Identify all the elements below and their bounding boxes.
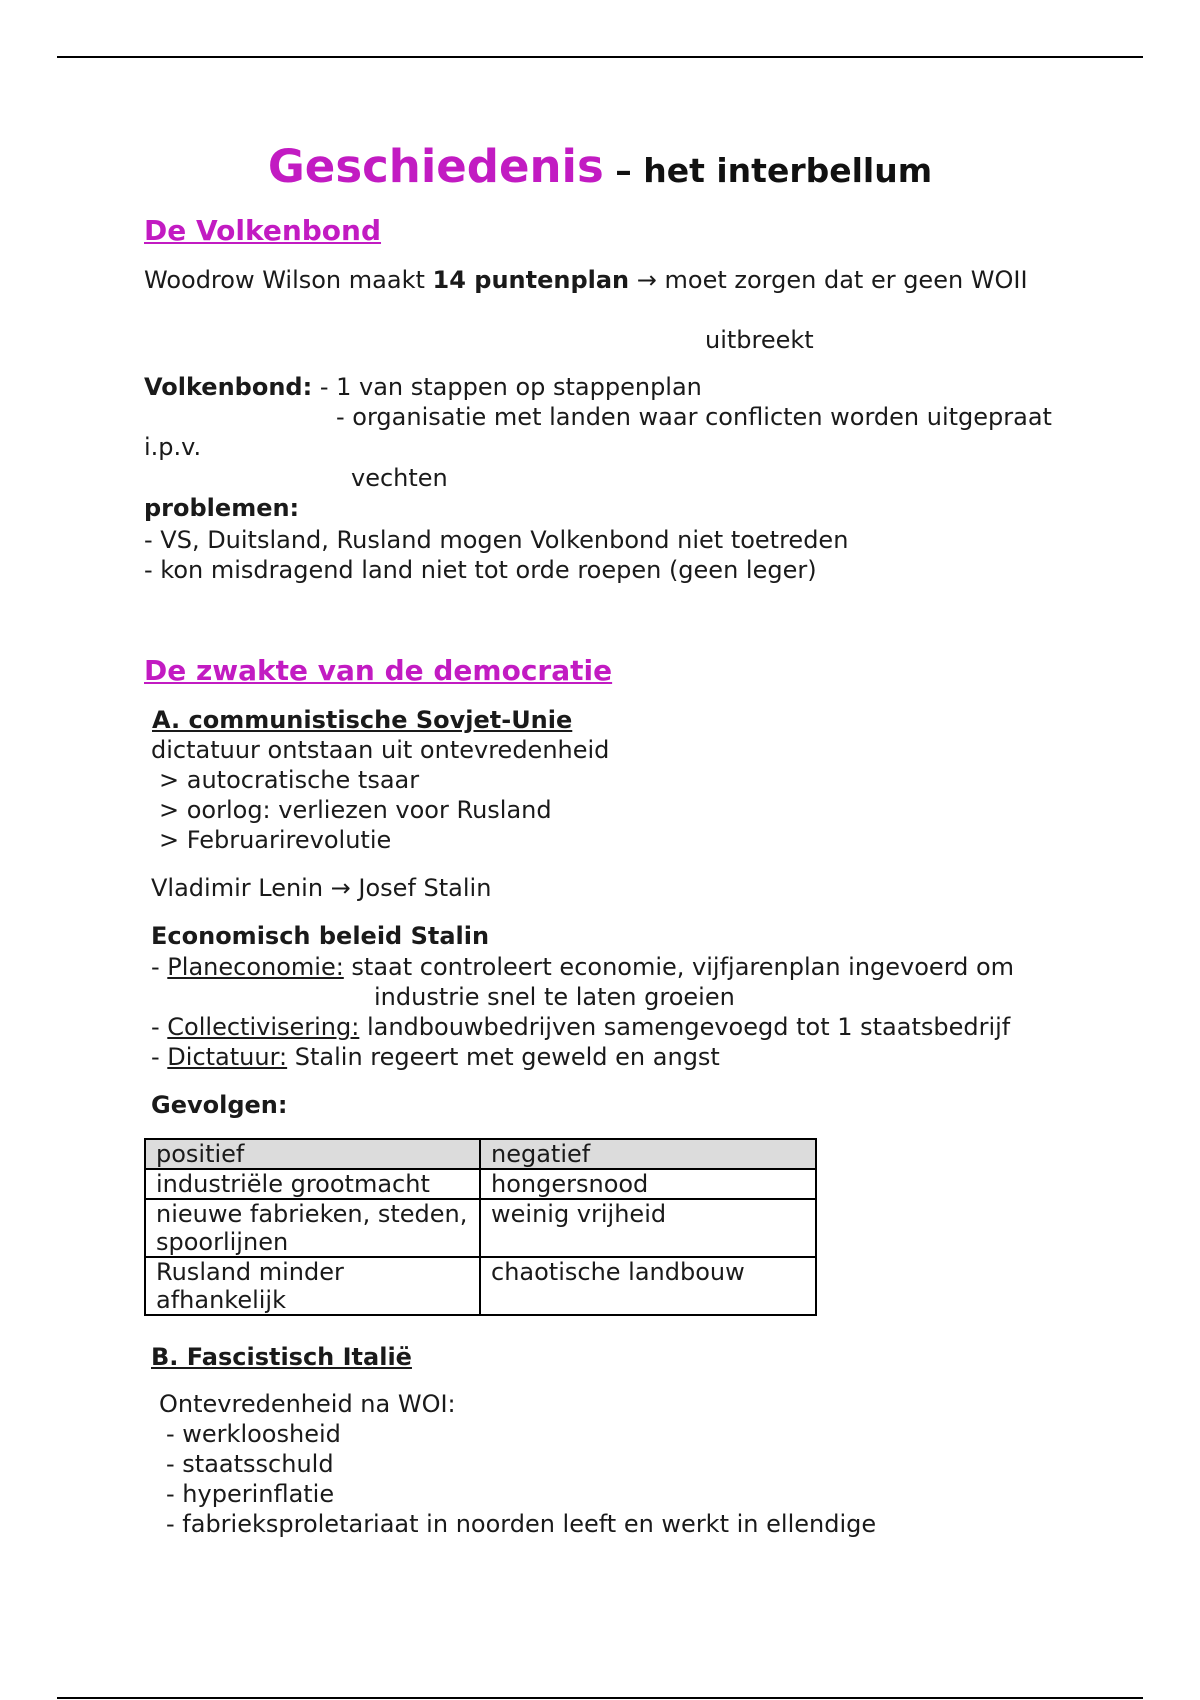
sovjet-heading: A. communistische Sovjet-Unie [152,706,573,734]
italie-item-2: - staatsschuld [166,1450,334,1478]
planeconomie-cont: industrie snel te laten groeien [374,983,735,1011]
volkenbond-item-1: - 1 van stappen op stappenplan [312,373,702,401]
volkenbond-item-2: - organisatie met landen waar conflicten worden uitgepraat [336,403,1052,431]
volkenbond-def-1 [144,373,702,401]
planeconomie-text: staat controleert economie, vijfjarenplan ingevoerd om [343,953,1015,981]
sovjet-cause-2: > oorlog: verliezen voor Rusland [159,796,552,824]
democratie-heading: De zwakte van de democratie [144,654,613,687]
beleid-collectivisering: - Collectivisering: landbouwbedrijven samengevoegd tot 1 staatsbedrijf [151,1013,1011,1041]
page-title [0,140,1200,193]
italie-item-4: - fabrieksproletariaat in noorden leeft en werkt in ellendige [166,1510,877,1538]
intro-pre: Woodrow Wilson maakt [144,266,433,294]
intro-bold: 14 puntenplan [432,266,630,294]
table-cell: Rusland minder afhankelijk [145,1257,480,1315]
volkenbond-heading: De Volkenbond [144,214,382,247]
collectivisering-text: landbouwbedrijven samengevoegd tot 1 staatsbedrijf [359,1013,1011,1041]
gevolgen-heading: Gevolgen: [151,1091,288,1119]
title-main: Geschiedenis [267,140,604,193]
volkenbond-intro [144,266,1028,294]
table-header-negatief: negatief [480,1139,816,1169]
table-row [145,1199,816,1257]
volkenbond-item-2-ipv: i.p.v. [144,433,202,461]
sovjet-cause-1: > autocratische tsaar [159,766,420,794]
table-cell: chaotische landbouw [480,1257,816,1315]
dictatuur-term: Dictatuur: [167,1043,288,1071]
intro-post: → moet zorgen dat er geen WOII [629,266,1028,294]
table-cell: hongersnood [480,1169,816,1199]
italie-item-1: - werkloosheid [166,1420,341,1448]
sovjet-cause-3: > Februarirevolutie [159,826,392,854]
italie-heading: B. Fascistisch Italië [151,1343,412,1371]
table-cell: industriële grootmacht [145,1169,480,1199]
top-rule [57,56,1143,58]
title-sub: – het interbellum [603,151,933,190]
problem-1: - VS, Duitsland, Rusland mogen Volkenbond niet toetreden [144,526,849,554]
sovjet-leaders: Vladimir Lenin → Josef Stalin [151,874,492,902]
gevolgen-table [144,1138,817,1316]
volkenbond-label: Volkenbond: [144,373,313,401]
volkenbond-intro-cont: uitbreekt [705,326,814,354]
dictatuur-text: Stalin regeert met geweld en angst [287,1043,720,1071]
table-cell: nieuwe fabrieken, steden, spoorlijnen [145,1199,480,1257]
volkenbond-item-2-cont: vechten [351,464,448,492]
problem-2: - kon misdragend land niet tot orde roepen (geen leger) [144,556,817,584]
italie-item-3: - hyperinflatie [166,1480,335,1508]
collectivisering-term: Collectivisering: [167,1013,360,1041]
italie-intro: Ontevredenheid na WOI: [159,1390,456,1418]
planeconomie-term: Planeconomie: [167,953,344,981]
problems-label: problemen: [144,494,300,522]
beleid-heading: Economisch beleid Stalin [151,922,490,950]
table-header-positief: positief [145,1139,480,1169]
table-header-row [145,1139,816,1169]
beleid-dictatuur: - Dictatuur: Stalin regeert met geweld en angst [151,1043,720,1071]
beleid-planeconomie: - Planeconomie: staat controleert economie, vijfjarenplan ingevoerd om [151,953,1015,981]
table-row [145,1257,816,1315]
table-row [145,1169,816,1199]
bottom-rule [57,1697,1143,1699]
table-cell: weinig vrijheid [480,1199,816,1257]
sovjet-intro: dictatuur ontstaan uit ontevredenheid [151,736,610,764]
